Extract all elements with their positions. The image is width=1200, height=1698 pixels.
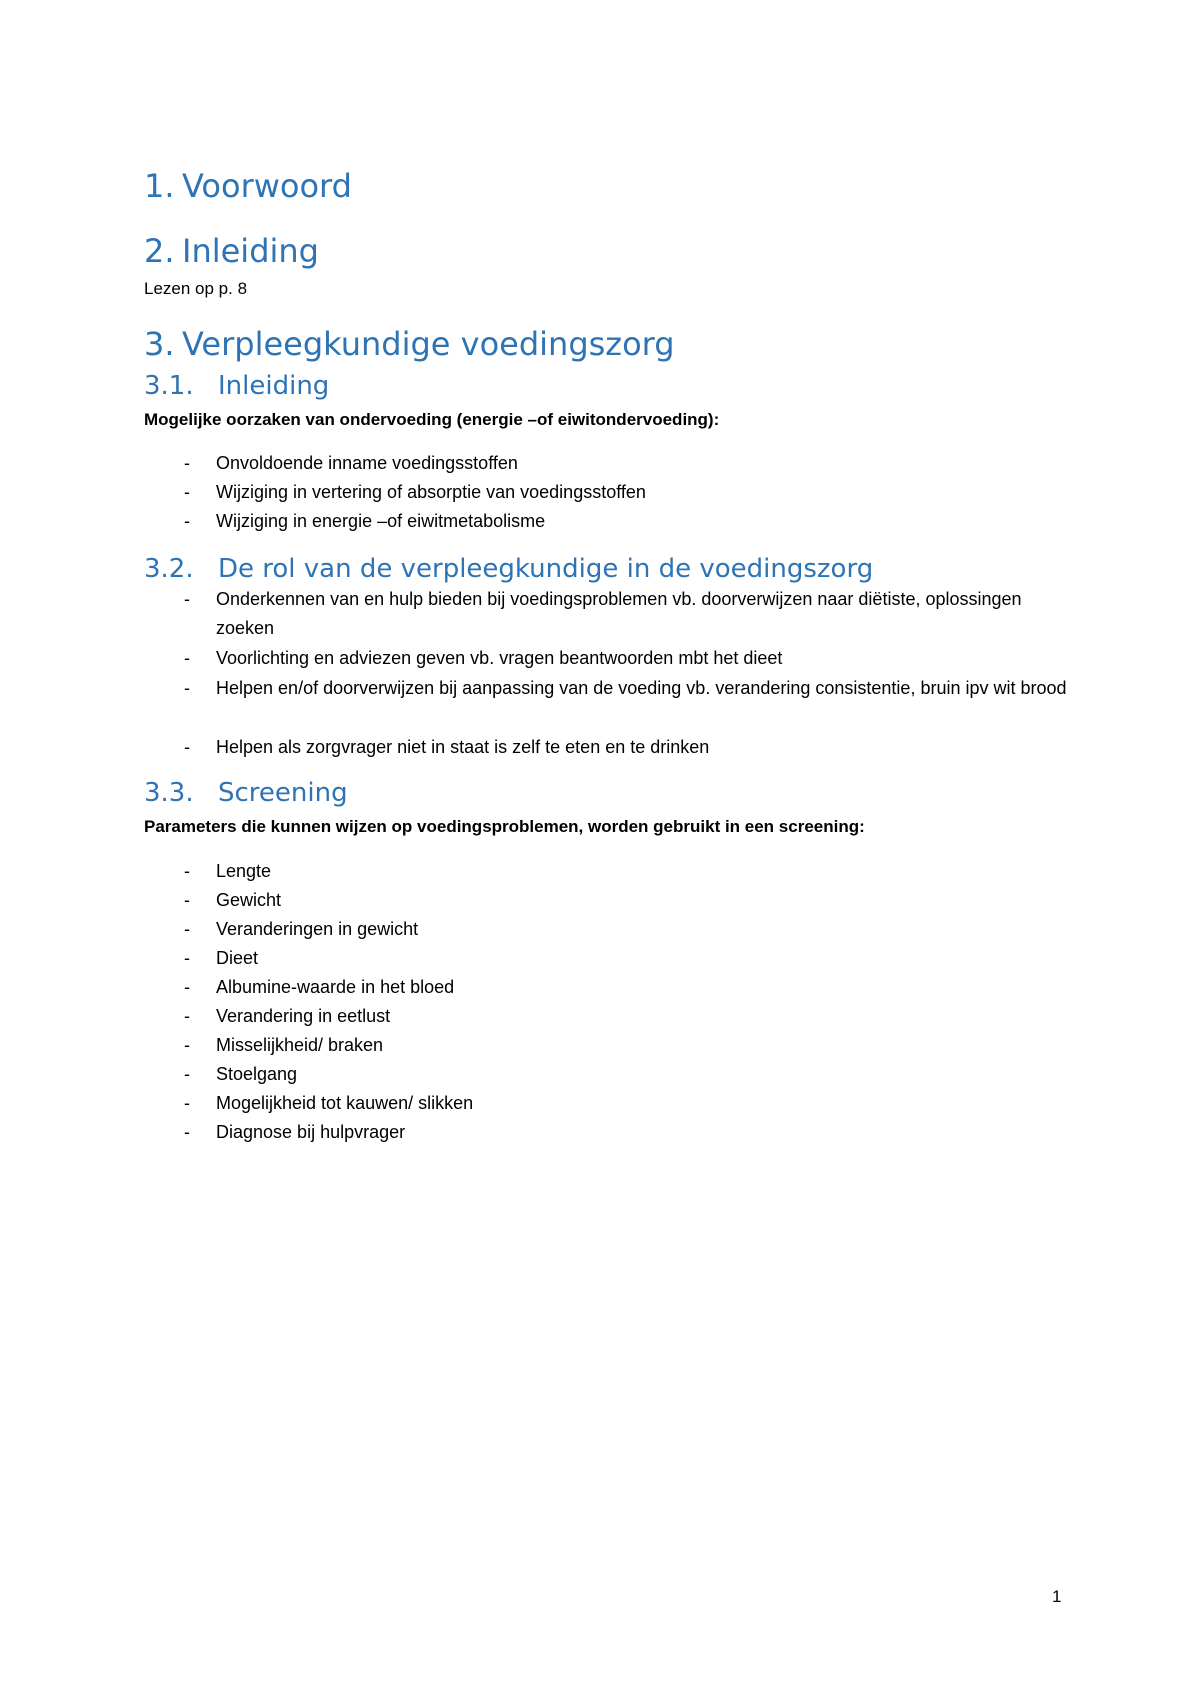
list-item-text: Misselijkheid/ braken	[216, 1035, 384, 1055]
bullet-dash: -	[184, 919, 190, 939]
list-item	[144, 449, 1084, 478]
list-item-text: Diagnose bij hulpvrager	[216, 1122, 406, 1142]
list-item	[144, 1089, 1084, 1118]
list-item-text: Veranderingen in gewicht	[216, 919, 419, 939]
subsection-3-3-intro: Parameters die kunnen wijzen op voedingsproblemen, worden gebruikt in een screening:	[144, 817, 865, 836]
list-item	[144, 1118, 1084, 1147]
heading-voorwoord	[144, 167, 352, 205]
bullet-dash: -	[184, 948, 190, 968]
heading-title: Voorwoord	[182, 167, 352, 205]
subheading-3-3	[144, 780, 348, 806]
list-item-text: Lengte	[216, 861, 272, 881]
page-number: 1	[1052, 1587, 1062, 1606]
bullet-dash: -	[184, 1093, 190, 1113]
list-item-text: Albumine-waarde in het bloed	[216, 977, 455, 997]
list-item	[144, 585, 1084, 643]
list-item	[144, 973, 1084, 1002]
list-item-text: Helpen als zorgvrager niet in staat is zelf te eten en te drinken	[216, 737, 710, 757]
bullet-dash: -	[184, 890, 190, 910]
bullet-dash: -	[184, 977, 190, 997]
list-item-text: Voorlichting en adviezen geven vb. vragen beantwoorden mbt het dieet	[216, 648, 783, 668]
list-item	[144, 915, 1084, 944]
bullet-dash: -	[184, 511, 190, 531]
list-item	[144, 1060, 1084, 1089]
heading-inleiding	[144, 232, 319, 270]
bullet-dash: -	[184, 1064, 190, 1084]
list-item-text: Onderkennen van en hulp bieden bij voedingsproblemen vb. doorverwijzen naar diëtiste, oplossingen zoeken	[216, 589, 1022, 638]
heading-title: Verpleegkundige voedingszorg	[182, 325, 675, 363]
list-item	[144, 507, 1084, 536]
subheading-3-2	[144, 556, 873, 582]
subheading-title: Inleiding	[218, 371, 330, 401]
subheading-3-1	[144, 373, 329, 399]
list-item-text: Helpen en/of doorverwijzen bij aanpassing van de voeding vb. verandering consistentie, bruin ipv wit brood	[216, 678, 1067, 698]
heading-verpleegkundige-voedingszorg	[144, 325, 675, 363]
bullet-dash: -	[184, 861, 190, 881]
inleiding-note: Lezen op p. 8	[144, 279, 248, 298]
subheading-title: De rol van de verpleegkundige in de voedingszorg	[218, 554, 874, 584]
subheading-number: 3.1.	[144, 371, 194, 401]
list-item	[144, 644, 1084, 673]
heading-number: 1.	[144, 167, 175, 205]
list-item	[144, 478, 1084, 507]
list-item-text: Onvoldoende inname voedingsstoffen	[216, 453, 518, 473]
subsection-3-1-intro: Mogelijke oorzaken van ondervoeding (energie –of eiwitondervoeding):	[144, 410, 720, 429]
list-item-text: Verandering in eetlust	[216, 1006, 391, 1026]
list-item	[144, 674, 1084, 703]
bullet-dash: -	[184, 1122, 190, 1142]
bullet-dash: -	[184, 1035, 190, 1055]
bullet-dash: -	[184, 678, 190, 698]
list-item-text: Wijziging in energie –of eiwitmetabolisme	[216, 511, 546, 531]
bullet-dash: -	[184, 453, 190, 473]
list-item-text: Wijziging in vertering of absorptie van voedingsstoffen	[216, 482, 646, 502]
bullet-dash: -	[184, 1006, 190, 1026]
list-item-text: Dieet	[216, 948, 259, 968]
subheading-number: 3.2.	[144, 554, 194, 584]
heading-number: 2.	[144, 232, 175, 270]
bullet-dash: -	[184, 737, 190, 757]
list-item	[144, 1002, 1084, 1031]
heading-title: Inleiding	[182, 232, 319, 270]
bullet-dash: -	[184, 482, 190, 502]
list-item	[144, 944, 1084, 973]
subheading-title: Screening	[218, 778, 348, 808]
list-item	[144, 733, 1084, 762]
heading-number: 3.	[144, 325, 175, 363]
list-item-text: Gewicht	[216, 890, 282, 910]
list-item-text: Mogelijkheid tot kauwen/ slikken	[216, 1093, 474, 1113]
subheading-number: 3.3.	[144, 778, 194, 808]
list-item	[144, 1031, 1084, 1060]
bullet-dash: -	[184, 648, 190, 668]
list-item-text: Stoelgang	[216, 1064, 298, 1084]
bullet-dash: -	[184, 589, 190, 609]
list-item	[144, 886, 1084, 915]
list-item	[144, 857, 1084, 886]
